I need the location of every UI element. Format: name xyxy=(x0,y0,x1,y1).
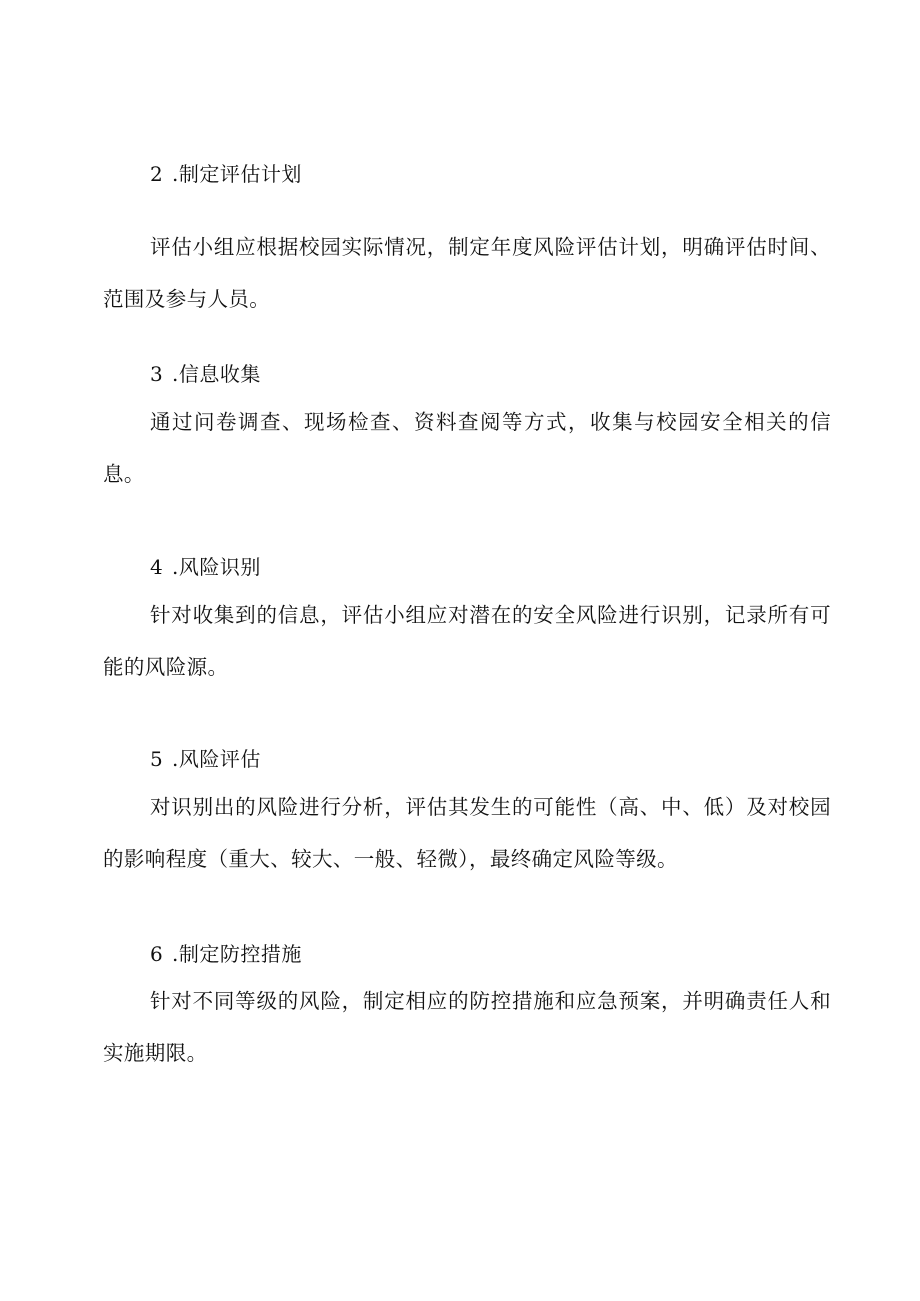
section-number: 2 xyxy=(150,162,164,186)
section-title: .信息收集 xyxy=(172,362,261,386)
section-title: .风险评估 xyxy=(172,747,261,771)
section-body: 评估小组应根据校园实际情况，制定年度风险评估计划，明确评估时间、范围及参与人员。 xyxy=(103,235,831,311)
section-heading xyxy=(150,553,261,581)
section-title: .制定防控措施 xyxy=(172,942,302,966)
section-number: 3 xyxy=(150,362,164,386)
section-body: 针对不同等级的风险，制定相应的防控措施和应急预案，并明确责任人和实施期限。 xyxy=(103,989,831,1065)
section-body: 对识别出的风险进行分析，评估其发生的可能性（高、中、低）及对校园的影响程度（重大、较大、一般、轻微），最终确定风险等级。 xyxy=(103,795,831,871)
section-number: 4 xyxy=(150,555,164,579)
section-heading xyxy=(150,360,261,388)
section-heading xyxy=(150,745,261,773)
section-heading xyxy=(150,160,302,188)
section-number: 6 xyxy=(150,942,164,966)
section-heading xyxy=(150,940,302,968)
section-body: 针对收集到的信息，评估小组应对潜在的安全风险进行识别，记录所有可能的风险源。 xyxy=(103,603,831,679)
section-title: .风险识别 xyxy=(172,555,261,579)
section-title: .制定评估计划 xyxy=(172,162,302,186)
section-number: 5 xyxy=(150,747,164,771)
section-body: 通过问卷调查、现场检查、资料查阅等方式，收集与校园安全相关的信息。 xyxy=(103,410,831,486)
